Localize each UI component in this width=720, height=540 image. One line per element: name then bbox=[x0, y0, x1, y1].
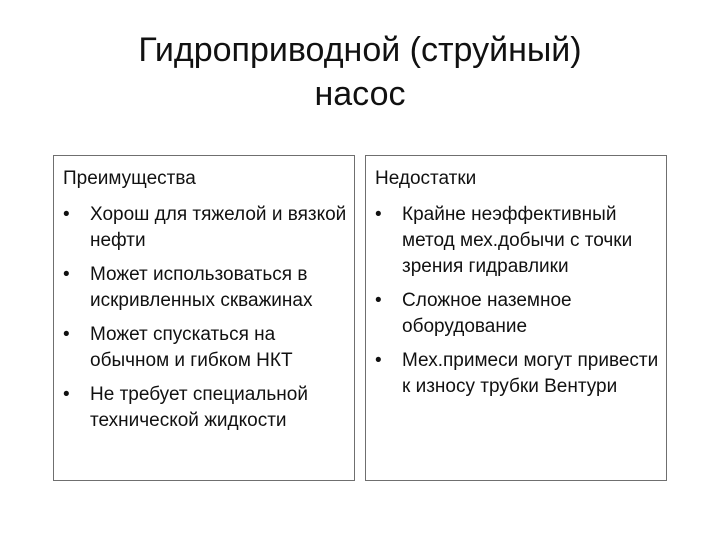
disadvantages-box bbox=[365, 155, 667, 481]
advantages-box bbox=[53, 155, 355, 481]
bullet-icon: • bbox=[63, 264, 70, 285]
advantages-item bbox=[54, 262, 354, 314]
advantages-list bbox=[54, 202, 354, 442]
advantages-item-text: Не требует специальной технической жидкости bbox=[90, 384, 308, 431]
disadvantages-item-text: Крайне неэффективный метод мех.добычи с точки зрения гидравлики bbox=[402, 204, 633, 277]
bullet-icon: • bbox=[375, 350, 382, 371]
advantages-item-text: Хорош для тяжелой и вязкой нефти bbox=[90, 204, 347, 251]
disadvantages-item bbox=[366, 288, 666, 340]
slide-title-line-1: Гидроприводной (струйный) bbox=[138, 31, 582, 69]
advantages-item bbox=[54, 322, 354, 374]
advantages-item-text: Может использоваться в искривленных скважинах bbox=[90, 264, 313, 311]
bullet-icon: • bbox=[63, 324, 70, 345]
bullet-icon: • bbox=[375, 290, 382, 311]
slide-title-line-2: насос bbox=[314, 75, 406, 113]
disadvantages-item bbox=[366, 348, 666, 400]
bullet-icon: • bbox=[375, 204, 382, 225]
advantages-item-text: Может спускаться на обычном и гибком НКТ bbox=[90, 324, 293, 371]
bullet-icon: • bbox=[63, 204, 70, 225]
disadvantages-heading: Недостатки bbox=[375, 168, 477, 189]
disadvantages-list bbox=[366, 202, 666, 408]
slide-title bbox=[0, 28, 720, 116]
bullet-icon: • bbox=[63, 384, 70, 405]
advantages-item bbox=[54, 202, 354, 254]
disadvantages-item-text: Сложное наземное оборудование bbox=[402, 290, 572, 337]
disadvantages-item bbox=[366, 202, 666, 280]
advantages-heading: Преимущества bbox=[63, 168, 196, 189]
advantages-item bbox=[54, 382, 354, 434]
disadvantages-item-text: Мех.примеси могут привести к износу трубки Вентури bbox=[402, 350, 659, 397]
